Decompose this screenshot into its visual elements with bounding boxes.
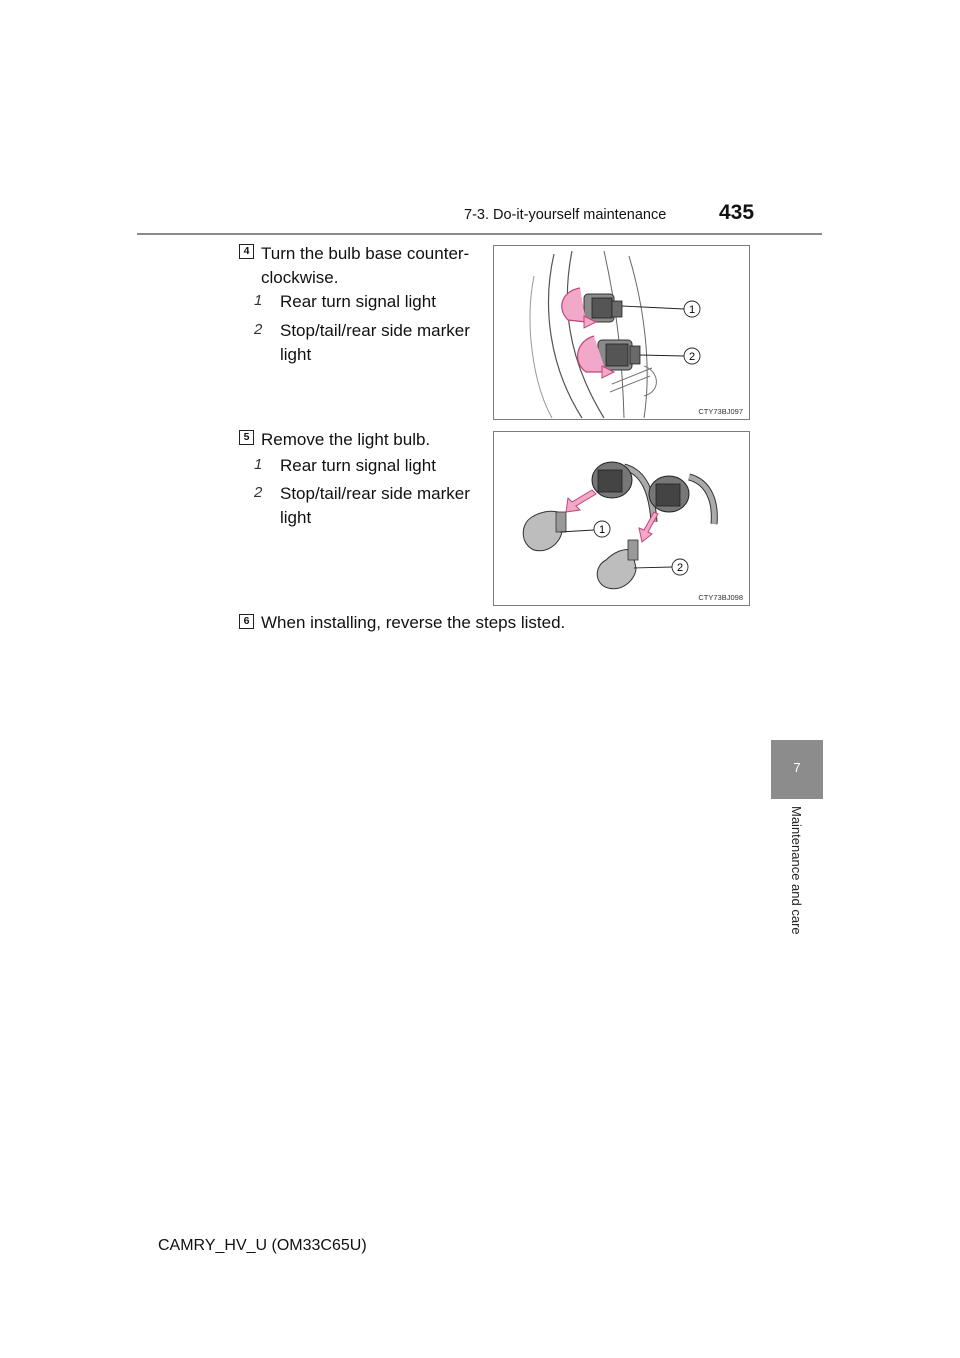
step-5-item-1: Rear turn signal light	[280, 456, 436, 475]
chapter-label	[771, 806, 823, 956]
item-number: 1	[254, 456, 263, 473]
step-6-text: When installing, reverse the steps listed.	[261, 613, 566, 632]
step-number-6: 6	[239, 614, 254, 629]
chapter-number: 7	[793, 760, 801, 775]
bulb-removal-illustration	[494, 432, 750, 606]
section-title: 7-3. Do-it-yourself maintenance	[464, 207, 667, 223]
step-4-item-2	[280, 319, 480, 367]
item-line-1: Stop/tail/rear side marker	[280, 484, 470, 503]
footer-model: CAMRY_HV_U (OM33C65U)	[158, 1237, 367, 1254]
figure-code: CTY73BJ098	[698, 593, 743, 602]
step-number-4: 4	[239, 244, 254, 259]
callout-1: 1	[688, 304, 696, 316]
step-4-line-2: clockwise.	[261, 268, 339, 287]
chapter-tab	[771, 740, 823, 799]
chapter-label-text: Maintenance and care	[789, 806, 804, 935]
item-line-2: light	[280, 345, 312, 364]
step-4-item-1: Rear turn signal light	[280, 292, 436, 311]
bulb-socket-illustration	[494, 246, 750, 420]
callout-1: 1	[598, 524, 606, 536]
item-number: 1	[254, 292, 263, 309]
item-line-1: Stop/tail/rear side marker	[280, 321, 470, 340]
figure-remove-bulb	[493, 431, 750, 606]
header-divider	[137, 233, 822, 235]
item-number: 2	[254, 321, 263, 338]
step-5-item-2	[280, 482, 480, 530]
callout-2: 2	[676, 562, 684, 574]
figure-turn-bulb-base	[493, 245, 750, 420]
step-4-line-1: Turn the bulb base counter-	[261, 244, 470, 263]
item-line-2: light	[280, 508, 312, 527]
figure-code: CTY73BJ097	[698, 407, 743, 416]
item-number: 2	[254, 484, 263, 501]
step-4-text	[261, 242, 481, 290]
step-5-text: Remove the light bulb.	[261, 430, 431, 449]
step-number-5: 5	[239, 430, 254, 445]
page-number: 435	[719, 201, 755, 224]
callout-2: 2	[688, 351, 696, 363]
